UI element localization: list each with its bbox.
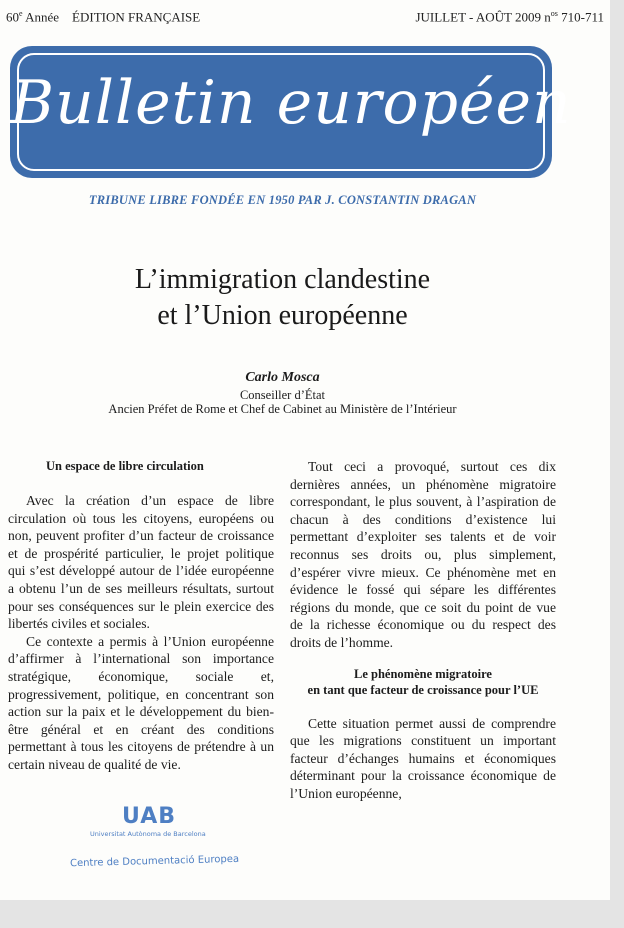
author-role-line1: Conseiller d’État	[239, 388, 326, 402]
year-sup: e	[19, 9, 23, 18]
edition-label: ÉDITION FRANÇAISE	[72, 9, 201, 25]
article-author: Carlo Mosca	[245, 370, 320, 385]
section-heading-phenomene-line1: Le phénomène migratoire	[354, 666, 492, 681]
issue-date: JUILLET - AOÛT 2009 n	[415, 9, 551, 25]
left-column	[8, 458, 274, 774]
section-heading-phenomene-line2: en tant que facteur de croissance pour l’UE	[307, 682, 539, 697]
year-number: 60	[6, 9, 19, 25]
library-stamp	[70, 800, 270, 880]
year-suffix: Année	[22, 9, 60, 25]
article-title-line2: et l’Union européenne	[157, 300, 408, 331]
right-paragraph-1: Tout ceci a provoqué, surtout ces dix dernières années, un phénomène migratoire correspondant, le plus souvent, à l’aspiration de chacun à des conditions d’existence lui permettant d’exploiter ses talents et de voir reconnus ses droits ou, plus simplement, d’espérer vivre mieux. Ce phénomène met en évidence le fossé qui sépare les différentes régions du monde, que ce soit du point de vue de la richesse économique ou du respect des droits de l’homme.	[290, 459, 556, 650]
masthead-banner	[10, 46, 572, 178]
right-paragraph-2: Cette situation permet aussi de comprendre que les migrations constituent un important facteur d’échanges humains et économiques déterminant pour la croissance économique de l’Union européenne,	[290, 715, 556, 801]
section-heading-phenomene	[290, 666, 556, 698]
issue-number: 710-711	[557, 9, 604, 25]
tribune-line: TRIBUNE LIBRE FONDÉE EN 1950 PAR J. CONSTANTIN DRAGAN	[88, 193, 477, 207]
article-title-line1: L’immigration clandestine	[134, 264, 431, 295]
issue-date-number	[415, 9, 604, 25]
right-column	[290, 458, 556, 803]
documentation-centre: Centre de Documentació Europea	[69, 853, 240, 870]
left-paragraph-1: Avec la création d’un espace de libre circulation où tous les citoyens, européens ou non, peuvent profiter d’un facteur de croissance et de prospérité particulier, le projet politique qui s’est développé autour de l’idée européenne a obtenu l’un de ses meilleurs résultats, surtout pour ses conséquences sur le plein exercice des libertés civiles et sociales.	[8, 493, 274, 632]
article-title	[0, 262, 565, 334]
masthead-title: Bulletin européen	[10, 68, 572, 138]
left-paragraph-2: Ce contexte a permis à l’Union européenne d’affirmer à l’international son importance stratégique, économique, sociale et, progressivement, politique, en concentrant son action sur la paix et le développement du bien-être général et en créant des conditions permettant à tous les citoyens de prétendre à un certain niveau de qualité de vie.	[8, 633, 274, 772]
author-role-line2: Ancien Préfet de Rome et Chef de Cabinet au Ministère de l’Intérieur	[108, 402, 457, 416]
issue-year-edition	[6, 9, 200, 25]
university-name: Universitat Autònoma de Barcelona	[90, 830, 206, 838]
section-heading-libre-circulation: Un espace de libre circulation	[46, 459, 204, 473]
issue-number-sup: os	[550, 9, 558, 18]
uab-logo: UAB	[122, 804, 176, 829]
author-role	[0, 388, 565, 416]
